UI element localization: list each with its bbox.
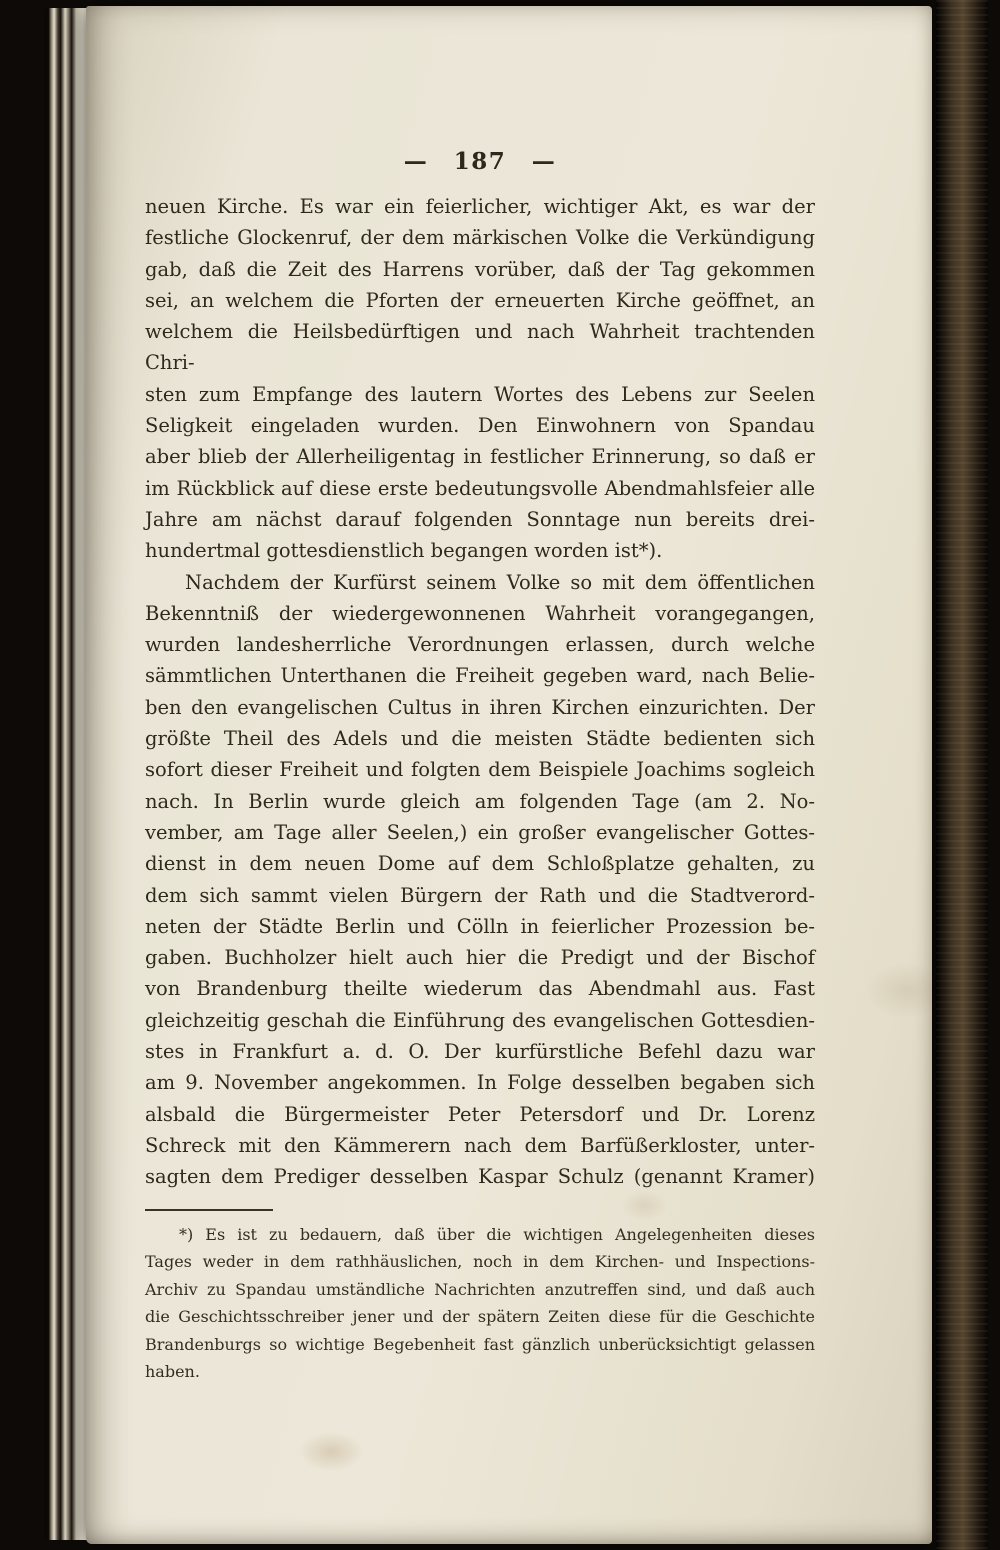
text-line: dem sich sammt vielen Bürgern der Rath und die Stadtverord-	[145, 883, 815, 907]
text-line: Jahre am nächst darauf folgenden Sonntage nun bereits drei-	[145, 507, 815, 531]
text-line: sofort dieser Freiheit und folgten dem Beispiele Joachims sogleich	[145, 758, 815, 782]
text-line: am 9. November angekommen. In Folge desselben begaben sich	[145, 1071, 815, 1095]
text-line: alsbald die Bürgermeister Peter Petersdorf und Dr. Lorenz	[145, 1102, 815, 1126]
text-line: neten der Städte Berlin und Cölln in feierlicher Prozession be-	[145, 914, 815, 938]
text-line: Schreck mit den Kämmerern nach dem Barfüßerkloster, unter-	[145, 1133, 815, 1157]
text-line: welchem die Heilsbedürftigen und nach Wahrheit trachtenden Chri-	[145, 320, 815, 375]
footnote-rule	[145, 1209, 273, 1211]
text-line: dienst in dem neuen Dome auf dem Schloßplatze gehalten, zu	[145, 852, 815, 876]
footnote-line: Tages weder in dem rathhäuslichen, noch in dem Kirchen- und Inspections-	[145, 1252, 815, 1272]
text-line: gleichzeitig geschah die Einführung des evangelischen Gottesdien-	[145, 1008, 815, 1032]
text-line: sämmtlichen Unterthanen die Freiheit gegeben ward, nach Belie-	[145, 664, 815, 688]
text-line: hundertmal gottesdienstlich begangen worden ist*).	[145, 539, 663, 563]
text-line: festliche Glockenruf, der dem märkischen Volke die Verkündigung	[145, 226, 815, 250]
footnote-line: haben.	[145, 1362, 200, 1382]
text-line: ben den evangelischen Cultus in ihren Kirchen einzurichten. Der	[145, 695, 815, 719]
text-line: neuen Kirche. Es war ein feierlicher, wichtiger Akt, es war der	[145, 195, 815, 218]
text-line: gab, daß die Zeit des Harrens vorüber, daß der Tag gekommen	[145, 257, 815, 281]
text-line: sei, an welchem die Pforten der erneuerten Kirche geöffnet, an	[145, 288, 815, 312]
footnote-line: Brandenburgs so wichtige Begebenheit fast gänzlich unberücksichtigt gelassen	[145, 1334, 815, 1354]
text-line: Nachdem der Kurfürst seinem Volke so mit dem öffentlichen	[185, 570, 815, 594]
text-line: stes in Frankfurt a. d. O. Der kurfürstliche Befehl dazu war	[145, 1040, 815, 1064]
text-line: Seligkeit eingeladen wurden. Den Einwohnern von Spandau	[145, 414, 815, 438]
page-number: — 187 —	[403, 148, 557, 175]
text-line: vember, am Tage aller Seelen,) ein großer evangelischer Gottes-	[145, 820, 815, 844]
page-edges-gutter	[44, 8, 90, 1540]
text-line: im Rückblick auf diese erste bedeutungsvolle Abendmahlsfeier alle	[145, 476, 815, 500]
footnote	[145, 1221, 815, 1387]
text-line: gaben. Buchholzer hielt auch hier die Predigt und der Bischof	[145, 946, 815, 970]
footnote-line: *) Es ist zu bedauern, daß über die wichtigen Angelegenheiten dieses	[179, 1224, 815, 1244]
text-line: größte Theil des Adels und die meisten Städte bedienten sich	[145, 727, 815, 751]
page-content	[145, 148, 815, 1386]
text-line: aber blieb der Allerheiligentag in festlicher Erinnerung, so daß er	[145, 445, 815, 469]
text-line: nach. In Berlin wurde gleich am folgenden Tage (am 2. No-	[145, 789, 815, 813]
body-text	[145, 191, 815, 1193]
text-line: wurden landesherrliche Verordnungen erlassen, durch welche	[145, 633, 815, 657]
text-line: von Brandenburg theilte wiederum das Abendmahl aus. Fast	[145, 977, 815, 1001]
text-line: Bekenntniß der wiedergewonnenen Wahrheit vorangegangen,	[145, 601, 815, 625]
book-page	[86, 6, 932, 1544]
footnote-line: Archiv zu Spandau umständliche Nachrichten anzutreffen sind, und daß auch	[145, 1279, 815, 1299]
book-fore-edge	[936, 0, 988, 1550]
text-line: sten zum Empfange des lautern Wortes des Lebens zur Seelen	[145, 382, 815, 406]
text-line: sagten dem Prediger desselben Kaspar Schulz (genannt Kramer)	[145, 1165, 815, 1189]
footnote-line: die Geschichtsschreiber jener und der spätern Zeiten diese für die Geschichte	[145, 1307, 815, 1327]
